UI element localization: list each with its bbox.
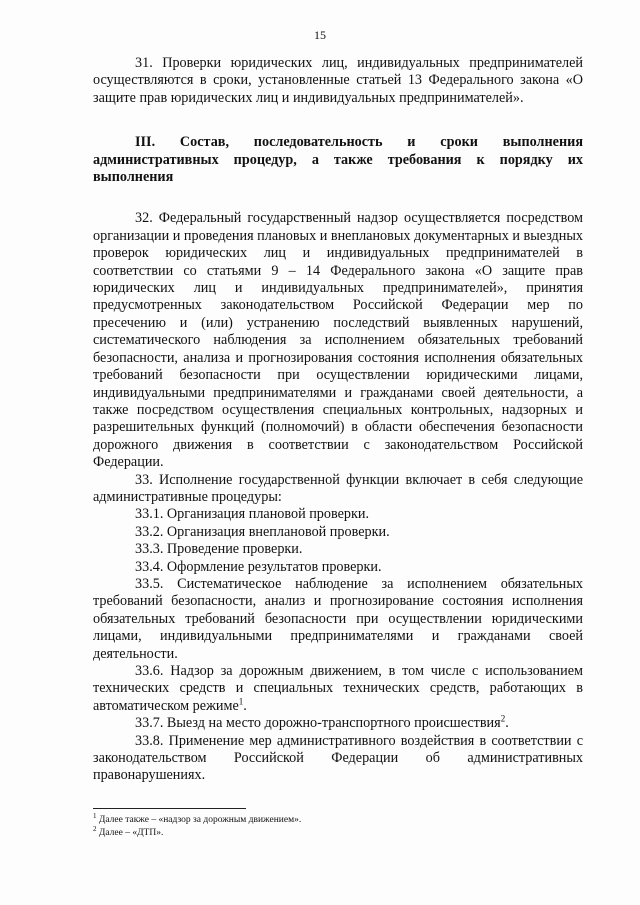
paragraph-31: 31. Проверки юридических лиц, индивидуальных предпринимателей осуществляются в сроки, установленные статьей 13 Федерального закона «О защите прав юридических лиц и индивидуальных предпринимателей». xyxy=(93,55,583,106)
paragraph-33-2: 33.2. Организация внеплановой проверки. xyxy=(135,523,390,540)
paragraph-33-6-text: 33.6. Надзор за дорожным движением, в том числе с использованием технических средств и специальных технических средств, работающих в автоматическом режиме xyxy=(93,663,583,714)
paragraph-33-6-end: . xyxy=(243,697,247,714)
footnote-text-1: Далее также – «надзор за дорожным движением». xyxy=(96,815,302,825)
footnote-mark-2: 2 xyxy=(93,824,97,833)
paragraph-33-6 xyxy=(93,663,583,715)
paragraph-33: 33. Исполнение государственной функции включает в себя следующие административные процедуры: xyxy=(93,471,583,505)
paragraph-33-7-text: 33.7. Выезд на место дорожно-транспортного происшествия xyxy=(135,715,501,732)
paragraph-33-8: 33.8. Применение мер административного воздействия в соответствии с законодательством Российской Федерации об административных правонарушениях. xyxy=(93,732,583,784)
footnote-ref-1: 1 xyxy=(238,696,244,707)
paragraph-33-3: 33.3. Проведение проверки. xyxy=(135,541,303,558)
footnote-text-2: Далее – «ДТП». xyxy=(96,828,164,838)
paragraph-33-7-end: . xyxy=(505,715,509,732)
footnote-separator xyxy=(93,808,246,809)
page-number: 15 xyxy=(314,28,326,42)
page-content xyxy=(93,55,583,785)
footnote-1 xyxy=(93,811,583,827)
section-heading: III. Состав, последовательность и сроки выполнения административных процедур, а также требования к порядку их выполнения xyxy=(93,134,583,186)
paragraph-33-4: 33.4. Оформление результатов проверки. xyxy=(135,558,382,575)
paragraph-33-5: 33.5. Систематическое наблюдение за исполнением обязательных требований безопасности, анализ и прогнозирование состояния исполнения обязательных требований безопасности при осуществлении юридическими лицами, индивидуальными предпринимателями и гражданами своей деятельности. xyxy=(93,575,583,662)
paragraph-33-1: 33.1. Организация плановой проверки. xyxy=(135,506,370,523)
footnote-2 xyxy=(93,824,583,840)
footnote-mark-1: 1 xyxy=(93,811,97,820)
footnotes xyxy=(93,811,583,840)
paragraph-32: 32. Федеральный государственный надзор осуществляется посредством организации и проведения плановых и внеплановых документарных и выездных проверок юридических лиц и индивидуальных предпринимателей в соответствии со статьями 9 – 14 Федерального закона «О защите прав юридических лиц и индивидуальных предпринимателей», принятия предусмотренных законодательством Российской Федерации мер по пресечению и (или) устранению последствий выявленных нарушений, систематического наблюдения за исполнением обязательных требований безопасности, анализа и прогнозирования состояния исполнения обязательных требований безопасности при осуществлении юридическими лицами, индивидуальными предпринимателями и гражданами своей деятельности, а также посредством осуществления специальных контрольных, надзорных и разрешительных функций (полномочий) в области обеспечения безопасности дорожного движения в соответствии с законодательством Российской Федерации. xyxy=(93,210,583,471)
paragraph-33-7 xyxy=(93,715,583,732)
footnote-ref-2: 2 xyxy=(500,713,506,724)
